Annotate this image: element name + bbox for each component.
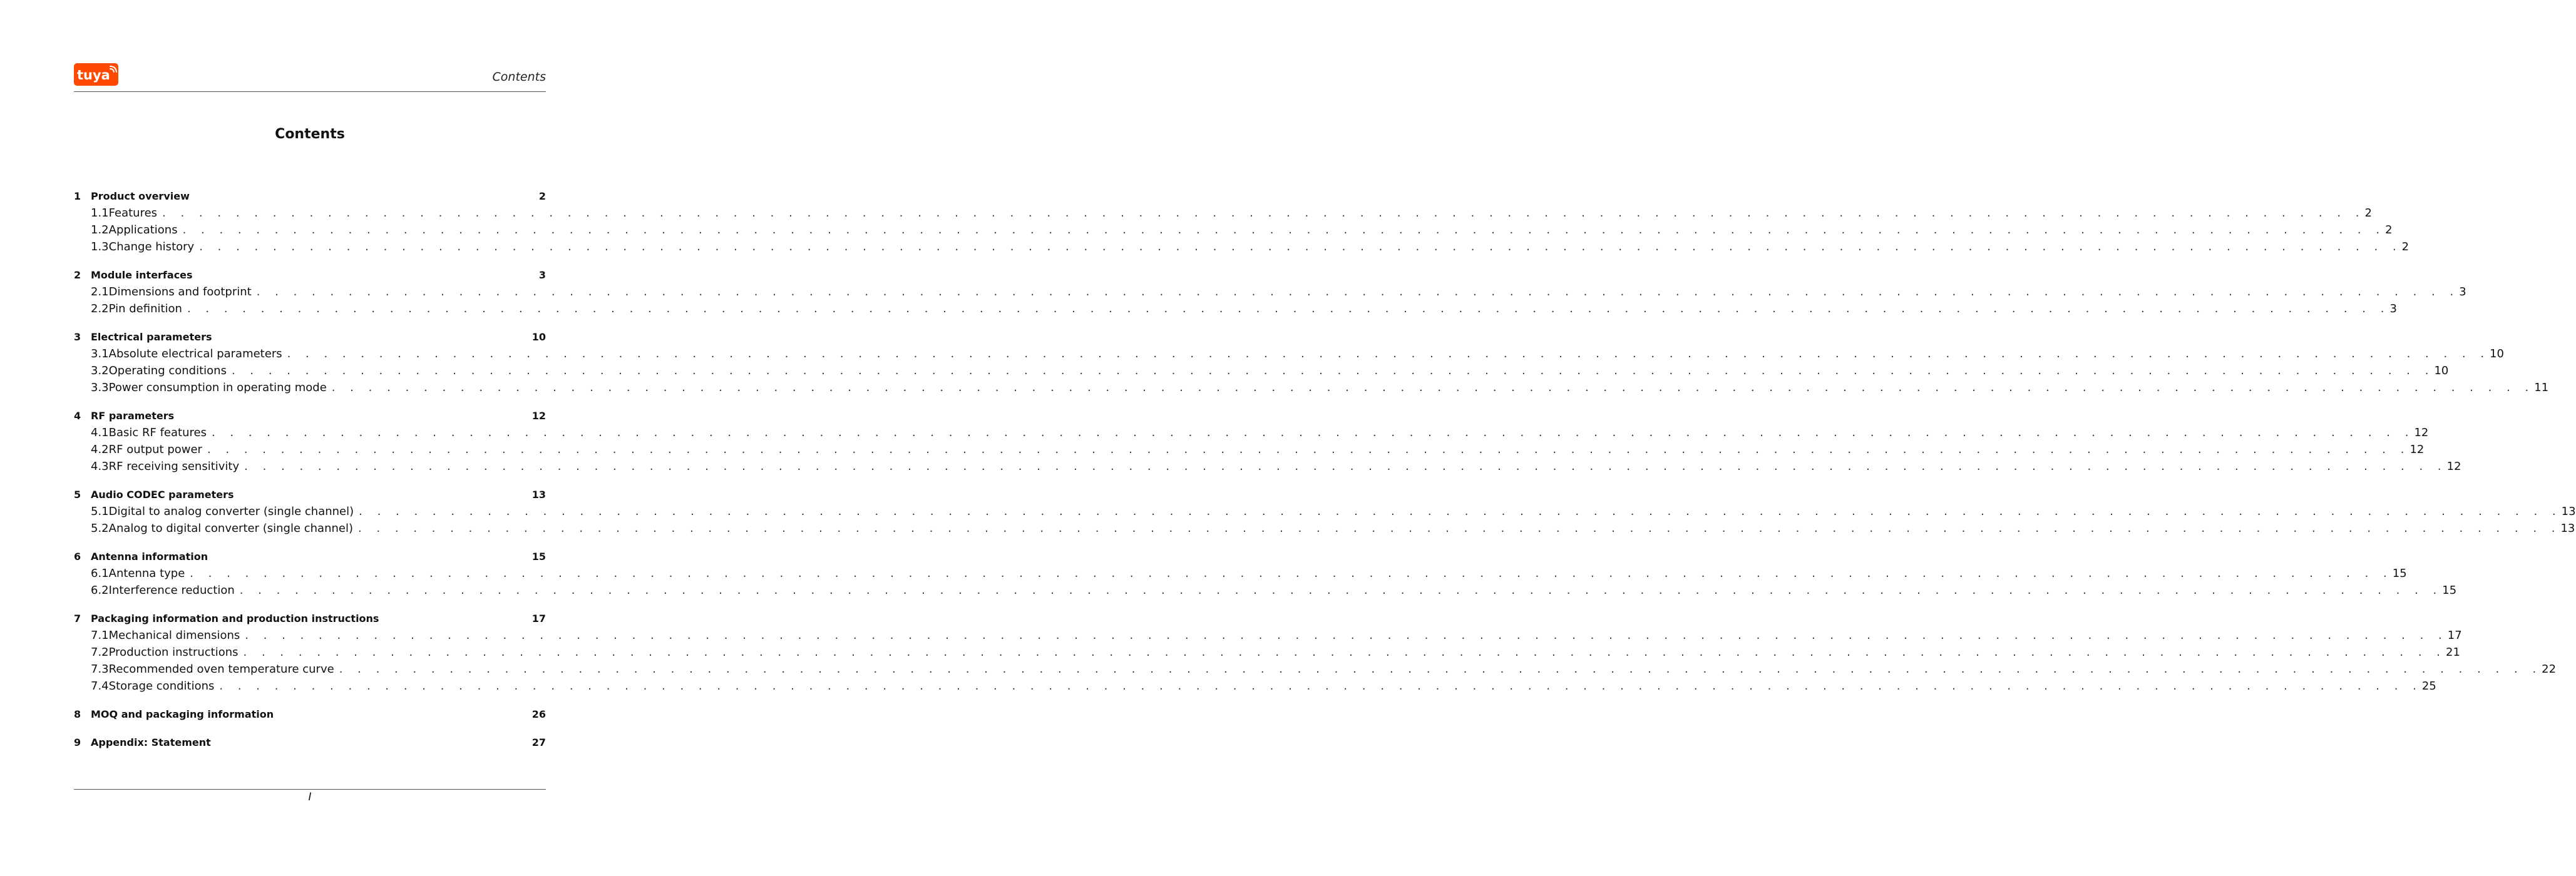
toc-subsection-page: 21	[2446, 646, 2460, 659]
dot-leader: . . . . . . . . . . . . . . . . . . . . . . . . . . . . . . . . . . . . . . . . . . . . . . . . . . . . . . . . . . . . . . . . . . . . . . . . . . . . . . . . . . . . . . . . . . . . . . . . . . . . . . . . . . . . . . . . . . . . . . . .	[199, 240, 2402, 253]
toc-section-page: 12	[531, 410, 546, 422]
toc-subsection-title: Basic RF features	[108, 426, 207, 439]
toc-section-page: 17	[531, 613, 546, 624]
dot-leader: . . . . . . . . . . . . . . . . . . . . . . . . . . . . . . . . . . . . . . . . . . . . . . . . . . . . . . . . . . . . . . . . . . . . . . . . . . . . . . . . . . . . . . . . . . . . . . . . . . . . . . . . . . . . . . . . . . . . . . . .	[239, 584, 2443, 597]
toc-subsection-page: 2	[2364, 206, 2372, 220]
dot-leader: . . . . . . . . . . . . . . . . . . . . . . . . . . . . . . . . . . . . . . . . . . . . . . . . . . . . . . . . . . . . . . . . . . . . . . . . . . . . . . . . . . . . . . . . . . . . . . . . . . . . . . . . . . . . . . . . . . . . . . . .	[219, 680, 2422, 693]
toc-section-title: MOQ and packaging information	[91, 708, 274, 720]
toc-section-entry[interactable]	[74, 267, 546, 283]
toc-section-title: Appendix: Statement	[91, 736, 211, 748]
toc-subsection-number: 7.4	[91, 680, 109, 693]
toc-section-number: 4	[74, 410, 81, 422]
dot-leader: . . . . . . . . . . . . . . . . . . . . . . . . . . . . . . . . . . . . . . . . . . . . . . . . . . . . . . . . . . . . . . . . . . . . . . . . . . . . . . . . . . . . . . . . . . . . . . . . . . . . . . . . . . . . . . . . . . . . . . . .	[243, 646, 2446, 659]
toc-section-entry[interactable]	[74, 486, 546, 503]
toc-section-number: 8	[74, 708, 81, 720]
toc-subsection-number: 7.3	[91, 663, 109, 676]
toc-section-title: Antenna information	[91, 551, 208, 563]
toc-subsection-number: 6.1	[91, 567, 109, 580]
toc-subsection-page: 12	[2446, 460, 2461, 473]
running-header-title: Contents	[492, 70, 546, 84]
toc-subsection-number: 6.2	[91, 584, 109, 597]
toc-subsection-page: 3	[2389, 302, 2397, 315]
toc-subsection-title: Interference reduction	[108, 584, 235, 597]
toc-section-title: Module interfaces	[91, 269, 193, 281]
toc-section-title: Packaging information and production instructions	[91, 613, 379, 624]
dot-leader: . . . . . . . . . . . . . . . . . . . . . . . . . . . . . . . . . . . . . . . . . . . . . . . . . . . . . . . . . . . . . . . . . . . . . . . . . . . . . . . . . . . . . . . . . . . . . . . . . . . . . . . . . . . . . . . . . . . . . . . .	[244, 460, 2447, 473]
toc-section-entry[interactable]	[74, 610, 546, 627]
toc-subsection-title: Applications	[108, 223, 178, 237]
toc-subsection-entry[interactable]	[74, 627, 2462, 644]
toc-section-title: RF parameters	[91, 410, 175, 422]
toc-section-number: 2	[74, 269, 81, 281]
dot-leader: . . . . . . . . . . . . . . . . . . . . . . . . . . . . . . . . . . . . . . . . . . . . . . . . . . . . . . . . . . . . . . . . . . . . . . . . . . . . . . . . . . . . . . . . . . . . . . . . . . . . . . . . . . . . . . . . . . . . . . . .	[162, 206, 2365, 220]
toc-subsection-entry[interactable]	[74, 379, 2549, 396]
toc-subsection-entry[interactable]	[74, 458, 2461, 475]
toc-section-number: 1	[74, 190, 81, 202]
toc-section-page: 10	[531, 331, 546, 343]
dot-leader: . . . . . . . . . . . . . . . . . . . . . . . . . . . . . . . . . . . . . . . . . . . . . . . . . . . . . . . . . . . . . . . . . . . . . . . . . . . . . . . . . . . . . . . . . . . . . . . . . . . . . . . . . . . . . . . . . . . . . . . .	[245, 629, 2448, 642]
toc-subsection-entry[interactable]	[74, 661, 2557, 678]
dot-leader: . . . . . . . . . . . . . . . . . . . . . . . . . . . . . . . . . . . . . . . . . . . . . . . . . . . . . . . . . . . . . . . . . . . . . . . . . . . . . . . . . . . . . . . . . . . . . . . . . . . . . . . . . . . . . . . . . . . . . . . .	[207, 443, 2410, 456]
toc-subsection-page: 12	[2414, 426, 2429, 439]
toc-subsection-number: 5.2	[91, 522, 109, 535]
toc-section-page: 27	[531, 736, 546, 748]
toc-subsection-page: 2	[2385, 223, 2393, 237]
toc-section-number: 3	[74, 331, 81, 343]
toc-section	[74, 267, 2466, 317]
toc-subsection-number: 4.3	[91, 460, 109, 473]
dot-leader: . . . . . . . . . . . . . . . . . . . . . . . . . . . . . . . . . . . . . . . . . . . . . . . . . . . . . . . . . . . . . . . . . . . . . . . . . . . . . . . . . . . . . . . . . . . . . . . . . . . . . . . . . . . . . . . . . . . . . . . .	[331, 381, 2535, 394]
toc-section-page: 2	[538, 190, 546, 202]
toc-subsection-entry[interactable]	[74, 503, 2576, 520]
toc-subsection-page: 12	[2409, 443, 2425, 456]
toc-subsection-title: Dimensions and footprint	[108, 285, 252, 298]
toc-subsection-entry[interactable]	[74, 678, 2436, 695]
toc-subsection-entry[interactable]	[74, 345, 2504, 362]
toc-section-page: 13	[531, 489, 546, 501]
toc-section-page: 15	[531, 551, 546, 563]
toc-subsection-title: Change history	[108, 240, 195, 253]
tuya-logo	[74, 63, 118, 86]
toc-section-entry[interactable]	[74, 706, 546, 723]
toc-subsection-page: 15	[2392, 567, 2407, 580]
toc-subsection-entry[interactable]	[74, 222, 2393, 238]
table-of-contents	[74, 188, 2576, 762]
toc-section-number: 9	[74, 736, 81, 748]
toc-subsection-number: 2.2	[91, 302, 109, 315]
dot-leader: . . . . . . . . . . . . . . . . . . . . . . . . . . . . . . . . . . . . . . . . . . . . . . . . . . . . . . . . . . . . . . . . . . . . . . . . . . . . . . . . . . . . . . . . . . . . . . . . . . . . . . . . . . . . . . . . . . . . . . . .	[287, 347, 2490, 360]
toc-section	[74, 706, 546, 723]
toc-section-title: Electrical parameters	[91, 331, 212, 343]
toc-subsection-title: Antenna type	[108, 567, 185, 580]
toc-subsection-number: 3.3	[91, 381, 109, 394]
toc-section-entry[interactable]	[74, 407, 546, 424]
toc-subsection-number: 1.2	[91, 223, 109, 237]
toc-subsection-entry[interactable]	[74, 424, 2429, 441]
toc-subsection-entry[interactable]	[74, 582, 2457, 599]
toc-subsection-title: Pin definition	[108, 302, 182, 315]
toc-subsection-page: 25	[2421, 680, 2436, 693]
toc-subsection-number: 1.1	[91, 206, 109, 220]
dot-leader: . . . . . . . . . . . . . . . . . . . . . . . . . . . . . . . . . . . . . . . . . . . . . . . . . . . . . . . . . . . . . . . . . . . . . . . . . . . . . . . . . . . . . . . . . . . . . . . . . . . . . . . . . . . . . . . . . . . . . . . .	[187, 302, 2390, 315]
dot-leader: . . . . . . . . . . . . . . . . . . . . . . . . . . . . . . . . . . . . . . . . . . . . . . . . . . . . . . . . . . . . . . . . . . . . . . . . . . . . . . . . . . . . . . . . . . . . . . . . . . . . . . . . . . . . . . . . . . . . . . . .	[358, 522, 2561, 535]
toc-subsection-entry[interactable]	[74, 238, 2409, 255]
toc-subsection-number: 7.2	[91, 646, 109, 659]
toc-subsection-number: 4.2	[91, 443, 109, 456]
toc-subsection-entry[interactable]	[74, 205, 2372, 222]
dot-leader: . . . . . . . . . . . . . . . . . . . . . . . . . . . . . . . . . . . . . . . . . . . . . . . . . . . . . . . . . . . . . . . . . . . . . . . . . . . . . . . . . . . . . . . . . . . . . . . . . . . . . . . . . . . . . . . . . . . . . . . .	[190, 567, 2393, 580]
toc-subsection-number: 5.1	[91, 505, 109, 518]
toc-subsection-page: 11	[2534, 381, 2549, 394]
toc-subsection-number: 3.1	[91, 347, 109, 360]
toc-subsection-number: 4.1	[91, 426, 109, 439]
toc-subsection-page: 2	[2401, 240, 2409, 253]
toc-subsection-title: Analog to digital converter (single channel)	[108, 522, 353, 535]
toc-subsection-number: 7.1	[91, 629, 109, 642]
toc-subsection-entry[interactable]	[74, 520, 2575, 537]
toc-section	[74, 328, 2549, 396]
toc-subsection-title: RF output power	[108, 443, 202, 456]
toc-section-entry[interactable]	[74, 548, 546, 565]
logo-wordmark: tuya	[77, 68, 110, 83]
page-header	[74, 63, 546, 92]
toc-section	[74, 486, 2576, 537]
toc-subsection-entry[interactable]	[74, 441, 2425, 458]
toc-subsection-page: 15	[2442, 584, 2457, 597]
toc-subsection-title: Features	[108, 206, 158, 220]
toc-section	[74, 188, 2409, 255]
dot-leader: . . . . . . . . . . . . . . . . . . . . . . . . . . . . . . . . . . . . . . . . . . . . . . . . . . . . . . . . . . . . . . . . . . . . . . . . . . . . . . . . . . . . . . . . . . . . . . . . . . . . . . . . . . . . . . . . . . . . . . . .	[339, 663, 2542, 676]
page-footer	[74, 789, 546, 803]
toc-section-entry[interactable]	[74, 734, 546, 751]
dot-leader: . . . . . . . . . . . . . . . . . . . . . . . . . . . . . . . . . . . . . . . . . . . . . . . . . . . . . . . . . . . . . . . . . . . . . . . . . . . . . . . . . . . . . . . . . . . . . . . . . . . . . . . . . . . . . . . . . . . . . . . .	[359, 505, 2562, 518]
toc-subsection-page: 13	[2560, 522, 2575, 535]
toc-subsection-page: 10	[2490, 347, 2504, 360]
toc-section-number: 6	[74, 551, 81, 563]
toc-section-number: 7	[74, 613, 81, 624]
toc-section	[74, 407, 2461, 475]
dot-leader: . . . . . . . . . . . . . . . . . . . . . . . . . . . . . . . . . . . . . . . . . . . . . . . . . . . . . . . . . . . . . . . . . . . . . . . . . . . . . . . . . . . . . . . . . . . . . . . . . . . . . . . . . . . . . . . . . . . . . . . .	[182, 223, 2386, 237]
toc-subsection-title: Production instructions	[108, 646, 239, 659]
toc-subsection-number: 1.3	[91, 240, 109, 253]
toc-section-entry[interactable]	[74, 328, 546, 345]
toc-subsection-number: 3.2	[91, 364, 109, 377]
toc-subsection-entry[interactable]	[74, 644, 2460, 661]
toc-section-title: Audio CODEC parameters	[91, 489, 234, 501]
toc-subsection-entry[interactable]	[74, 565, 2407, 582]
toc-subsection-title: Storage conditions	[108, 680, 215, 693]
toc-subsection-page: 10	[2434, 364, 2449, 377]
toc-subsection-page: 22	[2542, 663, 2557, 676]
toc-subsection-entry[interactable]	[74, 283, 2466, 300]
toc-subsection-title: Absolute electrical parameters	[108, 347, 282, 360]
dot-leader: . . . . . . . . . . . . . . . . . . . . . . . . . . . . . . . . . . . . . . . . . . . . . . . . . . . . . . . . . . . . . . . . . . . . . . . . . . . . . . . . . . . . . . . . . . . . . . . . . . . . . . . . . . . . . . . . . . . . . . . .	[256, 285, 2460, 298]
toc-section	[74, 734, 546, 751]
toc-subsection-page: 13	[2561, 505, 2576, 518]
toc-subsection-title: Operating conditions	[108, 364, 227, 377]
toc-subsection-number: 2.1	[91, 285, 109, 298]
toc-subsection-entry[interactable]	[74, 300, 2397, 317]
toc-section	[74, 610, 2557, 695]
toc-subsection-title: RF receiving sensitivity	[108, 460, 240, 473]
toc-subsection-title: Recommended oven temperature curve	[108, 663, 334, 676]
dot-leader: . . . . . . . . . . . . . . . . . . . . . . . . . . . . . . . . . . . . . . . . . . . . . . . . . . . . . . . . . . . . . . . . . . . . . . . . . . . . . . . . . . . . . . . . . . . . . . . . . . . . . . . . . . . . . . . . . . . . . . . .	[211, 426, 2414, 439]
toc-section-entry[interactable]	[74, 188, 546, 205]
toc-section-number: 5	[74, 489, 81, 501]
page-title: Contents	[275, 126, 345, 142]
toc-section-page: 3	[538, 269, 546, 281]
tuya-logo-icon	[74, 63, 118, 86]
toc-subsection-title: Power consumption in operating mode	[108, 381, 327, 394]
toc-subsection-entry[interactable]	[74, 362, 2449, 379]
toc-subsection-page: 3	[2459, 285, 2466, 298]
toc-subsection-title: Mechanical dimensions	[108, 629, 240, 642]
toc-section-title: Product overview	[91, 190, 190, 202]
toc-section	[74, 548, 2457, 599]
toc-subsection-page: 17	[2447, 629, 2462, 642]
dot-leader: . . . . . . . . . . . . . . . . . . . . . . . . . . . . . . . . . . . . . . . . . . . . . . . . . . . . . . . . . . . . . . . . . . . . . . . . . . . . . . . . . . . . . . . . . . . . . . . . . . . . . . . . . . . . . . . . . . . . . . . .	[231, 364, 2435, 377]
toc-subsection-title: Digital to analog converter (single channel)	[108, 505, 354, 518]
page-number: I	[308, 791, 312, 803]
toc-section-page: 26	[531, 708, 546, 720]
